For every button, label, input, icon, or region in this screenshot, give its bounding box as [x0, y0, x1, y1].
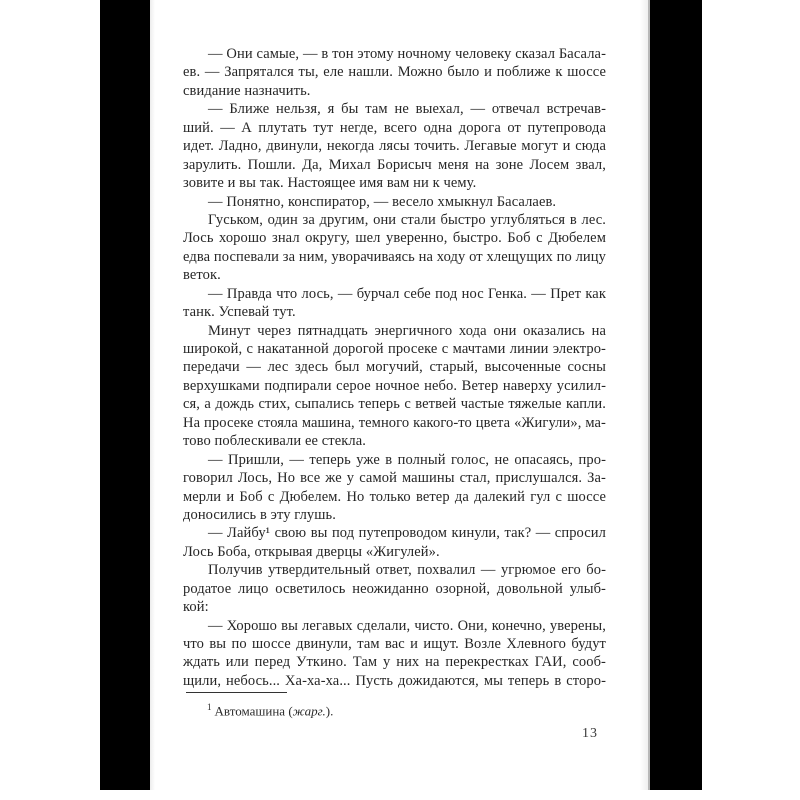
- text-line: веток.: [183, 267, 221, 284]
- text-line: ждать или перед Уткино. Там у них на перекрестках ГАИ, сооб-: [183, 654, 606, 671]
- text-line: мерли и Боб с Дюбелем. Но только ветер да далекий гул с шоссе: [183, 488, 606, 505]
- text-line: доносились в эту глушь.: [183, 506, 336, 523]
- text-line: — Хорошо вы легавых сделали, чисто. Они, конечно, уверены,: [208, 617, 606, 634]
- text-line: верхушками подпирали серое ночное небо. Ветер наверху усилил-: [183, 377, 606, 394]
- text-line: — Понятно, конспиратор, — весело хмыкнул Басалаев.: [208, 193, 557, 210]
- footnote-term-italic: жарг.: [292, 703, 326, 719]
- text-line: едва поспевали за ним, уворачиваясь на ходу от хлещущих по лицу: [183, 248, 606, 265]
- text-line: Получив утвердительный ответ, похвалил — угрюмое его бо-: [208, 562, 606, 579]
- text-line: ся, а дождь стих, сыпались теперь с ветвей частые тяжелые капли.: [183, 396, 606, 413]
- footnote-text: Автомашина (: [214, 703, 293, 719]
- footnote-separator-rule: [186, 692, 287, 693]
- text-line: ший. — А плутать тут негде, всего одна дорога от путепровода: [183, 119, 606, 136]
- text-line: На просеке стояла машина, темного какого-то цвета «Жигули», ма-: [183, 414, 606, 431]
- text-line: — Ближе нельзя, я бы там не выехал, — отвечал встречав-: [208, 101, 606, 118]
- text-line: тово поблескивали ее стекла.: [183, 433, 367, 450]
- text-line: свидание назначить.: [183, 82, 311, 99]
- footnote-marker: 1: [207, 702, 212, 712]
- text-line: Минут через пятнадцать энергичного хода они оказались на: [208, 322, 606, 339]
- text-line: говорил Лось, Но все же у самой машины стал, прислушался. За-: [183, 470, 606, 487]
- text-line: широкой, с накатанной дорогой просеке с мачтами линии электро-: [183, 341, 606, 357]
- text-line: — Пришли, — теперь уже в полный голос, не опасаясь, про-: [208, 451, 606, 468]
- text-line: кой:: [183, 599, 209, 616]
- page-right-edge-shadow: [648, 0, 650, 790]
- body-text-block: [183, 45, 606, 690]
- text-line: зовите и вы так. Настоящее имя вам ни к чему.: [183, 175, 477, 192]
- page-number: 13: [582, 726, 598, 741]
- text-line: Лось хорошо знал округу, шел уверенно, быстро. Боб с Дюбелем: [183, 230, 606, 247]
- footnote: [183, 699, 606, 719]
- footnote-text-suffix: ).: [325, 703, 334, 719]
- text-line: что вы по шоссе двинули, там вас и ищут. Возле Хлевного будут: [183, 636, 606, 652]
- text-line: — Лайбу¹ свою вы под путепроводом кинули, так? — спросил: [208, 525, 606, 542]
- text-line: Гуськом, один за другим, они стали быстро углубляться в лес.: [208, 211, 606, 228]
- text-line: зарулить. Пошли. Да, Михал Борисыч меня на зоне Лосем звал,: [183, 156, 606, 173]
- text-line: — Правда что лось, — бурчал себе под нос Генка. — Прет как: [208, 285, 606, 302]
- text-line: — Они самые, — в тон этому ночному человеку сказал Басала-: [208, 46, 606, 62]
- text-line: танк. Успевай тут.: [183, 304, 296, 321]
- text-line: передачи — лес здесь был могучий, старый, высоченные сосны: [183, 359, 606, 376]
- text-line: Лось Боба, открывая дверцы «Жигулей».: [183, 543, 440, 560]
- text-line: родатое лицо осветилось неожиданно озорной, довольной улыб-: [183, 580, 606, 597]
- text-line: идет. Ладно, двинули, некогда лясы точить. Легавые могут и сюда: [183, 138, 606, 155]
- text-line: щили, небось... Ха-ха-ха... Пусть дожидаются, мы теперь в сторо-: [183, 672, 606, 689]
- text-line: ев. — Запрятался ты, еле нашли. Можно было и поближе к шоссе: [183, 64, 606, 81]
